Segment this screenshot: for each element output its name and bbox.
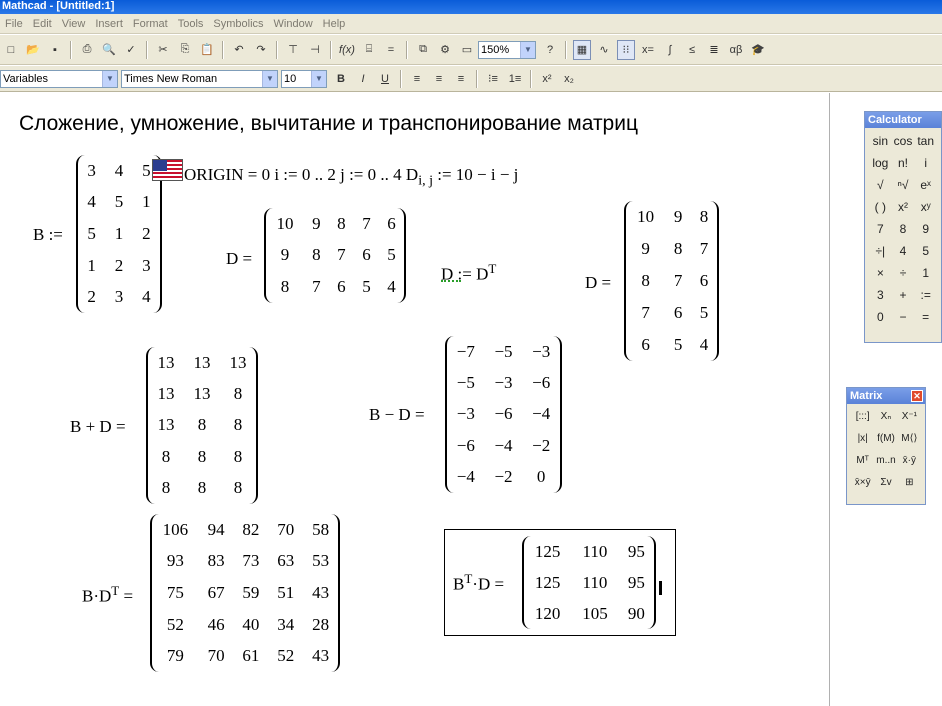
calculator-key-2[interactable]: tan [917, 134, 934, 148]
separator [400, 70, 402, 88]
matrix-cell: 5 [387, 245, 396, 265]
matrix-cell: −5 [494, 341, 513, 361]
worksheet[interactable] [0, 93, 829, 706]
matrix-d2[interactable] [624, 201, 719, 361]
menu-edit[interactable]: Edit [32, 17, 52, 30]
print-preview-icon[interactable]: 🔍 [102, 44, 116, 56]
matrix-cell: 10 [276, 213, 294, 233]
spell-check-icon[interactable]: ✓ [126, 44, 136, 56]
calculator-key-9[interactable]: ( ) [874, 200, 886, 214]
calculator-key-11[interactable]: xʸ [920, 200, 931, 214]
calculator-key-4[interactable]: n! [897, 156, 908, 170]
calculator-key-8[interactable]: eˣ [920, 178, 931, 192]
calculator-key-22[interactable]: + [899, 288, 907, 302]
matrix-cell: 75 [166, 582, 184, 602]
calculator-key-13[interactable]: 8 [899, 222, 907, 236]
insert-unit-icon[interactable]: ⌸ [365, 43, 373, 55]
worksheet-heading[interactable]: Сложение, умножение, вычитание и транспонирование матриц [19, 112, 638, 135]
matrix-cell: 5 [114, 192, 124, 212]
matrix-cell: 95 [627, 572, 645, 592]
matrix-cell: 106 [162, 519, 189, 539]
calculator-key-10[interactable]: x² [897, 200, 908, 214]
separator [70, 41, 72, 59]
calculator-key-15[interactable]: ÷| [875, 244, 886, 258]
matrix-cell: 7 [312, 277, 321, 297]
separator [330, 41, 332, 59]
help-icon[interactable]: ? [546, 43, 554, 56]
separator [406, 41, 408, 59]
font-select[interactable] [121, 70, 278, 88]
greek-toolbar-icon[interactable]: αβ [729, 43, 743, 56]
superscript-button[interactable]: x² [542, 72, 552, 85]
chevron-down-icon: ▼ [262, 71, 277, 87]
copy-icon[interactable]: ⎘ [180, 43, 190, 55]
matrix-cell: 8 [161, 446, 171, 466]
matrix-d1[interactable] [264, 208, 406, 303]
font-size-select[interactable] [281, 70, 327, 88]
matrix-cell: 59 [242, 582, 260, 602]
matrix-key-10[interactable]: Σv [880, 477, 892, 488]
matrix-cell: 93 [166, 551, 184, 571]
align-top-icon[interactable]: ⊤ [288, 44, 298, 56]
matrix-cell: −2 [494, 467, 513, 487]
matrix-cell: −2 [532, 435, 551, 455]
calculator-keys [865, 128, 941, 330]
matrix-cell: 52 [166, 614, 184, 634]
matrix-cell: 43 [312, 582, 330, 602]
redo-icon[interactable]: ↷ [256, 44, 266, 56]
menu-insert[interactable]: Insert [95, 17, 123, 30]
menu-file[interactable]: File [5, 17, 23, 30]
matrix-cell: 6 [673, 303, 683, 322]
matrix-cell: −4 [456, 467, 475, 487]
calculator-key-18[interactable]: × [876, 266, 884, 280]
matrix-cell: −3 [456, 404, 475, 424]
matrix-cell: 4 [387, 277, 396, 297]
calculate-icon[interactable]: = [387, 43, 395, 56]
matrix-cell: 52 [277, 646, 295, 666]
matrix-cell: 8 [161, 478, 171, 498]
calculator-toolbar-icon[interactable]: ▦ [573, 40, 591, 60]
separator [565, 41, 567, 59]
separator [276, 41, 278, 59]
calculator-key-19[interactable]: ÷ [899, 266, 907, 280]
matrix-cell: 34 [277, 614, 295, 634]
matrix-cell: 6 [699, 271, 709, 290]
matrix-cell: 5 [673, 335, 683, 354]
matrix-cell: 125 [534, 572, 561, 592]
matrix-key-9[interactable]: x̄×ȳ [854, 477, 871, 488]
matrix-cell: 7 [699, 239, 709, 258]
calculator-key-25[interactable]: − [899, 310, 907, 324]
menu-symbolics[interactable]: Symbolics [213, 17, 264, 30]
chevron-down-icon: ▼ [520, 42, 535, 58]
matrix-cell: 13 [193, 352, 211, 372]
matrix-cell: 3 [142, 255, 151, 275]
us-flag-icon [152, 159, 183, 181]
matrix-cell: 9 [673, 207, 683, 226]
matrix-cell: −6 [532, 373, 551, 393]
matrix-cell: 8 [673, 239, 683, 258]
chevron-down-icon: ▼ [102, 71, 117, 87]
matrix-cell: 4 [114, 160, 124, 180]
b-label[interactable]: B := [33, 225, 63, 244]
matrix-cell: 6 [337, 277, 346, 297]
format-toolbar [0, 66, 942, 92]
matrix-cell: 8 [197, 446, 207, 466]
matrix-cell: 1 [87, 255, 96, 275]
matrix-cell: 8 [233, 446, 243, 466]
matrix-prod2[interactable] [522, 536, 656, 629]
menu-bar [0, 14, 942, 34]
new-icon[interactable]: □ [7, 43, 15, 56]
matrix-cell: 95 [627, 541, 645, 561]
matrix-cell: 5 [142, 160, 151, 180]
matrix-cell: 94 [207, 519, 225, 539]
matrix-cell: 70 [207, 646, 225, 666]
matrix-cell: 61 [242, 646, 260, 666]
save-icon[interactable]: ▪ [53, 43, 57, 56]
subscript-button[interactable]: x₂ [564, 72, 574, 85]
matrix-cell: 79 [166, 646, 184, 666]
calculator-key-0[interactable]: sin [872, 134, 888, 148]
calculator-title: Calculator [865, 112, 941, 128]
matrix-cell: 110 [582, 541, 608, 561]
calculator-key-21[interactable]: 3 [876, 288, 884, 302]
matrix-cell: 8 [280, 277, 290, 297]
d1-label[interactable]: D = [226, 249, 253, 268]
matrix-cell: 7 [673, 271, 683, 290]
matrix-diff[interactable] [445, 336, 562, 493]
matrix-cell: 13 [157, 415, 175, 435]
transpose-assign[interactable]: D := $D^T$ [441, 261, 497, 284]
calculator-key-5[interactable]: i [924, 156, 927, 170]
programming-toolbar-icon[interactable]: ≣ [709, 44, 719, 56]
style-value: Variables [3, 72, 49, 85]
matrix-cell: −4 [532, 404, 551, 424]
underline-button[interactable]: U [381, 72, 389, 85]
matrix-cell: 6 [387, 213, 396, 233]
print-icon[interactable]: ⎙ [82, 43, 92, 55]
matrix-cell: 3 [87, 160, 96, 180]
calculator-key-26[interactable]: = [922, 310, 930, 324]
undo-icon[interactable]: ↶ [234, 44, 244, 56]
matrix-b[interactable] [76, 155, 162, 313]
matrix-key-11[interactable]: ⊞ [905, 477, 914, 488]
matrix-cell: −6 [456, 435, 475, 455]
matrix-cell: 73 [242, 551, 260, 571]
matrix-cell: 13 [157, 352, 175, 372]
matrix-panel-title: Matrix ✕ [847, 388, 925, 404]
matrix-key-7[interactable]: m..n [876, 455, 896, 466]
matrix-cell: 8 [233, 478, 243, 498]
calculator-key-20[interactable]: 1 [922, 266, 929, 280]
matrix-cell: 7 [337, 245, 346, 265]
matrix-cell: 43 [312, 646, 330, 666]
matrix-cell: 0 [536, 467, 546, 487]
matrix-cell: −3 [532, 341, 551, 361]
matrix-cell: 105 [582, 603, 608, 623]
symbolic-toolbar-icon[interactable]: 🎓 [751, 44, 765, 56]
insert-component-icon[interactable]: ⧉ [419, 43, 427, 55]
matrix-cell: 51 [277, 582, 295, 602]
matrix-cell: 5 [362, 277, 371, 297]
align-left-icon[interactable]: ⊣ [310, 44, 320, 56]
font-size-value: 10 [284, 72, 297, 85]
evaluation-toolbar-icon[interactable]: x= [642, 43, 654, 56]
close-icon[interactable]: ✕ [911, 390, 923, 402]
matrix-cell: 6 [362, 245, 371, 265]
matrix-cell: 13 [157, 384, 175, 404]
matrix-cell: 9 [312, 213, 321, 233]
calculator-panel [864, 111, 942, 343]
matrix-prod1[interactable] [150, 514, 340, 672]
calculator-key-17[interactable]: 5 [922, 244, 929, 258]
align-right-text-icon[interactable]: ≡ [457, 72, 465, 85]
matrix-cell: 8 [312, 245, 321, 265]
italic-button[interactable]: I [361, 72, 365, 85]
bullets-icon[interactable]: ⁝≡ [488, 73, 498, 85]
matrix-cell: 13 [193, 384, 211, 404]
matrix-cell: 125 [534, 541, 561, 561]
matrix-key-5[interactable]: M⟨⟩ [901, 433, 918, 444]
align-center-text-icon[interactable]: ≡ [435, 72, 443, 85]
menu-view[interactable]: View [61, 17, 86, 30]
menu-help[interactable]: Help [322, 17, 346, 30]
calculator-key-7[interactable]: ⁿ√ [897, 178, 909, 192]
matrix-cell: 8 [641, 271, 650, 290]
matrix-cell: 58 [312, 519, 330, 539]
cut-icon[interactable]: ✂ [158, 44, 168, 56]
matrix-cell: 5 [87, 223, 96, 243]
matrix-cell: 2 [142, 223, 151, 243]
definitions[interactable]: ORIGIN = 0 i := 0 .. 2 j := 0 .. 4 $D_{i, j}$ := 10 − i − j [184, 165, 519, 189]
sum-label[interactable]: B + D = [70, 417, 126, 436]
matrix-cell: 8 [699, 207, 709, 226]
separator [222, 41, 224, 59]
matrix-cell: −7 [456, 341, 475, 361]
menu-window[interactable]: Window [273, 17, 313, 30]
matrix-cell: 28 [312, 614, 330, 634]
menu-format[interactable]: Format [132, 17, 168, 30]
matrix-cell: 46 [207, 614, 225, 634]
graph-toolbar-icon[interactable]: ∿ [599, 44, 609, 56]
matrix-cell: 7 [641, 303, 650, 322]
boolean-toolbar-icon[interactable]: ≤ [688, 43, 696, 56]
flag-canton [153, 160, 167, 171]
bold-button[interactable]: B [337, 72, 345, 85]
zoom-value: 150% [481, 43, 510, 56]
matrix-cell: 8 [233, 415, 243, 435]
matrix-cell: 1 [114, 223, 124, 243]
insert-function-icon[interactable]: f(x) [339, 43, 355, 56]
region-icon[interactable]: ▭ [461, 44, 473, 56]
matrix-key-6[interactable]: Mᵀ [856, 455, 869, 466]
matrix-cell: 90 [627, 603, 645, 623]
matrix-toolbar-icon[interactable]: ⁝⁝ [617, 40, 635, 60]
matrix-cell: 8 [197, 415, 207, 435]
matrix-cell: 1 [142, 192, 151, 212]
matrix-cell: 2 [114, 255, 124, 275]
style-select[interactable] [0, 70, 118, 88]
numbering-icon[interactable]: 1≡ [508, 72, 522, 85]
matrix-cell: 9 [280, 245, 290, 265]
calculator-key-12[interactable]: 7 [876, 222, 884, 236]
menu-tools[interactable]: Tools [177, 17, 204, 30]
matrix-cell: 10 [637, 207, 655, 226]
matrix-keys [847, 404, 925, 496]
matrix-cell: 7 [362, 213, 371, 233]
matrix-sum[interactable] [146, 347, 258, 504]
matrix-key-0[interactable]: [:::] [855, 411, 870, 422]
matrix-cell: 8 [337, 213, 346, 233]
matrix-cell: −3 [494, 373, 513, 393]
standard-toolbar [0, 35, 942, 65]
matrix-panel [846, 387, 926, 505]
matrix-cell: 82 [242, 519, 260, 539]
calculator-key-24[interactable]: 0 [876, 310, 884, 324]
d2-label[interactable]: D = [585, 273, 612, 292]
prod2-label[interactable]: $B^T\cdot D$ = [453, 571, 505, 594]
resource-icon[interactable]: ⚙ [440, 44, 450, 56]
matrix-cell: 6 [641, 335, 650, 354]
align-left-text-icon[interactable]: ≡ [413, 72, 421, 85]
text-cursor [659, 581, 662, 595]
calculator-key-23[interactable]: := [920, 288, 931, 302]
zoom-select[interactable] [478, 41, 536, 59]
matrix-key-3[interactable]: |x| [857, 433, 868, 444]
matrix-cell: 4 [87, 192, 96, 212]
diff-label[interactable]: B − D = [369, 405, 425, 424]
matrix-key-1[interactable]: Xₙ [880, 411, 892, 422]
matrix-cell: 70 [277, 519, 295, 539]
calculus-toolbar-icon[interactable]: ∫ [668, 43, 672, 56]
matrix-cell: 4 [142, 287, 151, 307]
separator [476, 70, 478, 88]
warning-underline [441, 279, 461, 282]
separator [146, 41, 148, 59]
matrix-cell: 40 [242, 614, 260, 634]
calculator-key-14[interactable]: 9 [922, 222, 929, 236]
matrix-cell: 9 [641, 239, 650, 258]
font-value: Times New Roman [124, 72, 218, 85]
matrix-cell: 4 [699, 335, 709, 354]
open-icon[interactable]: 📂 [26, 44, 40, 56]
separator [530, 70, 532, 88]
matrix-cell: 83 [207, 551, 225, 571]
matrix-key-4[interactable]: f(M) [877, 433, 895, 444]
matrix-cell: 8 [233, 384, 243, 404]
matrix-key-2[interactable]: X⁻¹ [901, 411, 917, 422]
calculator-key-3[interactable]: log [872, 156, 889, 170]
matrix-cell: 120 [534, 603, 561, 623]
chevron-down-icon: ▼ [311, 71, 326, 87]
matrix-cell: 110 [582, 572, 608, 592]
prod1-label[interactable]: $B\cdot D^T$ = [82, 583, 134, 606]
calculator-key-16[interactable]: 4 [899, 244, 907, 258]
matrix-key-8[interactable]: x̄·ȳ [902, 455, 916, 466]
calculator-key-6[interactable]: √ [877, 178, 884, 192]
matrix-cell: 2 [87, 287, 96, 307]
matrix-cell: 13 [229, 352, 247, 372]
matrix-cell: 67 [207, 582, 225, 602]
matrix-cell: −6 [494, 404, 513, 424]
matrix-cell: 3 [114, 287, 124, 307]
matrix-cell: 5 [699, 303, 709, 322]
matrix-cell: 63 [277, 551, 295, 571]
matrix-cell: −5 [456, 373, 475, 393]
matrix-cell: 8 [197, 478, 207, 498]
window-title: Mathcad - [Untitled:1] [0, 0, 942, 14]
matrix-cell: 53 [312, 551, 330, 571]
calculator-key-1[interactable]: cos [893, 134, 913, 148]
paste-icon[interactable]: 📋 [200, 44, 214, 56]
matrix-cell: −4 [494, 435, 513, 455]
